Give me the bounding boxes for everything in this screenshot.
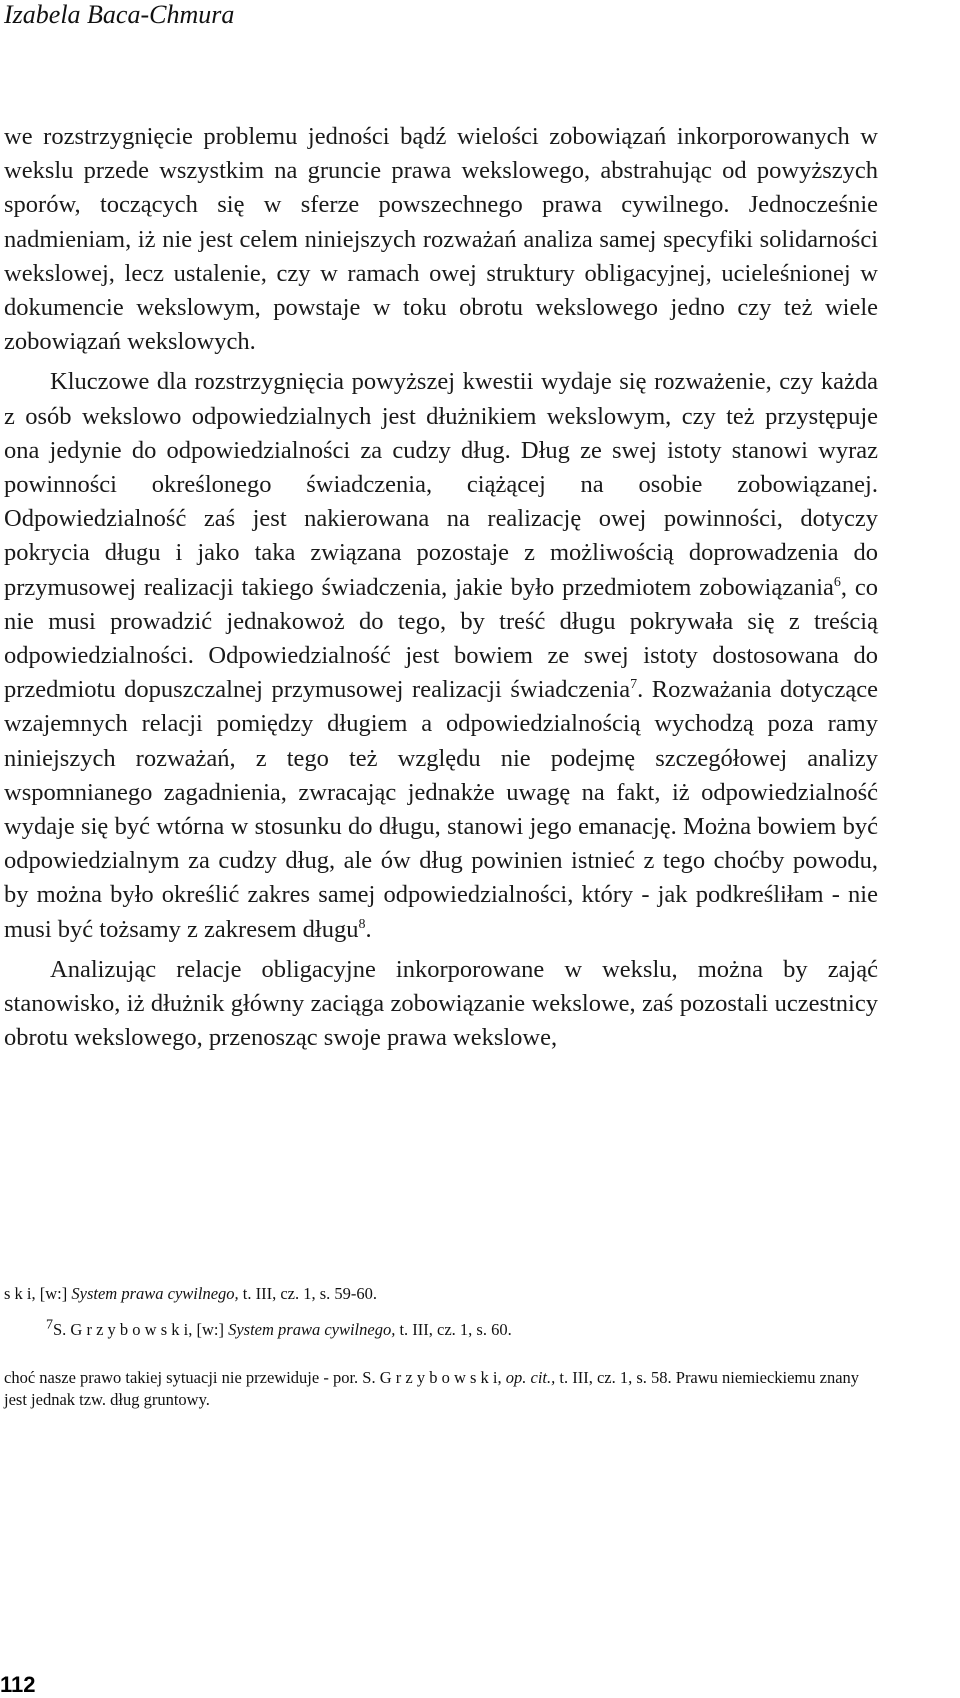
footnote-8-continuation (4, 1367, 878, 1411)
footnote-6-post: t. III, cz. 1, s. 59-60. (238, 1284, 378, 1303)
footnote-7-number: 7 (46, 1317, 53, 1333)
paragraph-2-part-b: , co nie musi prowadzić jednakowoż do tego, by treść długu pokrywała się z treścią odpowiedzialności. Odpowiedzialność jest bowiem ze swej istoty dostosowana do przedmiotu dopuszczalnej przymusowej realizacji świadczenia (4, 573, 879, 704)
paragraph-2-part-c: . Rozważania dotyczące wzajemnych relacji pomiędzy długiem a odpowiedzialnością wychodzą poza ramy niniejszych rozważań, z tego też względu nie podejmę szczegółowej analizy wspomnianego zagadnienia, zwracając jednakże uwagę na fakt, iż odpowiedzialność wydaje się być wtórna w stosunku do długu, stanowi jego emanację. Można bowiem być odpowiedzialnym za cudzy dług, ale ów dług powinien istnieć z tego choćby powodu, by można było określić zakres samej odpowiedzialności, który - jak podkreśliłam - nie musi być tożsamy z zakresem długu (4, 676, 878, 943)
footnote-ref-8[interactable]: 8 (358, 916, 366, 932)
footnote-6-title: System prawa cywilnego, (71, 1284, 239, 1303)
footnote-7-post: t. III, cz. 1, s. 60. (395, 1320, 512, 1339)
paragraph-2-part-d: . (365, 915, 372, 943)
footnote-ref-6[interactable]: 6 (833, 574, 841, 590)
paragraph-1: we rozstrzygnięcie problemu jedności bądź wielości zobowiązań inkorporowanych w wekslu przede wszystkim na gruncie prawa wekslowego, abstrahując od powyższych sporów, toczących się w sferze powszechnego prawa cywilnego. Jednocześnie nadmieniam, iż nie jest celem niniejszych rozważań analiza samej specyfiki solidarności wekslowej, lecz ustalenie, czy w ramach owej struktury obligacyjnej, ucieleśnionej w dokumencie wekslowym, powstaje w toku obrotu wekslowego jedno czy też wiele zobowiązań wekslowych. (4, 123, 878, 356)
footnote-8-post: t. III, cz. 1, s. 58. Prawu niemieckiemu znany jest jednak tzw. dług gruntowy. (4, 1368, 860, 1409)
footnote-7-title: System prawa cywilnego, (228, 1320, 396, 1339)
paragraph-3: Analizując relacje obligacyjne inkorporowane w wekslu, można by zająć stanowisko, iż dłużnik główny zaciąga zobowiązanie wekslowe, zaś pozostali uczestnicy obrotu wekslowego, przenosząc swoje prawa wekslowe, (4, 955, 878, 1052)
body-text (4, 120, 878, 1055)
footnote-ref-7[interactable]: 7 (630, 677, 638, 693)
paragraph-2-part-a: Kluczowe dla rozstrzygnięcia powyższej kwestii wydaje się rozważenie, czy każda z osób wekslowo odpowiedzialnych jest dłużnikiem wekslowym, czy też przystępuje ona jedynie do odpowiedzialności za cudzy dług. Dług ze swej istoty stanowi wyraz powinności określonego świadczenia, ciążącej na osobie zobowiązanej. Odpowiedzialność zaś jest nakierowana na realizację owej powinności, dotyczy pokrycia długu i jako taka związana pozostaje z możliwością doprowadzenia do przymusowej realizacji takiego świadczenia, jakie było przedmiotem zobowiązania (4, 368, 878, 601)
footnote-6-continuation (4, 1283, 878, 1305)
running-header-author: Izabela Baca-Chmura (4, 0, 235, 29)
footnote-8-title: op. cit., (505, 1368, 556, 1387)
footnote-7 (4, 1319, 878, 1341)
footnote-8-pre: choć nasze prawo takiej sytuacji nie przewiduje - por. S. G r z y b o w s k i, (4, 1368, 506, 1387)
footnote-7-author: S. G r z y b o w s k i, [w:] (53, 1320, 229, 1339)
paragraph-2 (4, 365, 878, 946)
footnotes (4, 1283, 878, 1411)
footnote-6-pre: s k i, [w:] (4, 1284, 72, 1303)
page-number: 112 (0, 1672, 36, 1697)
